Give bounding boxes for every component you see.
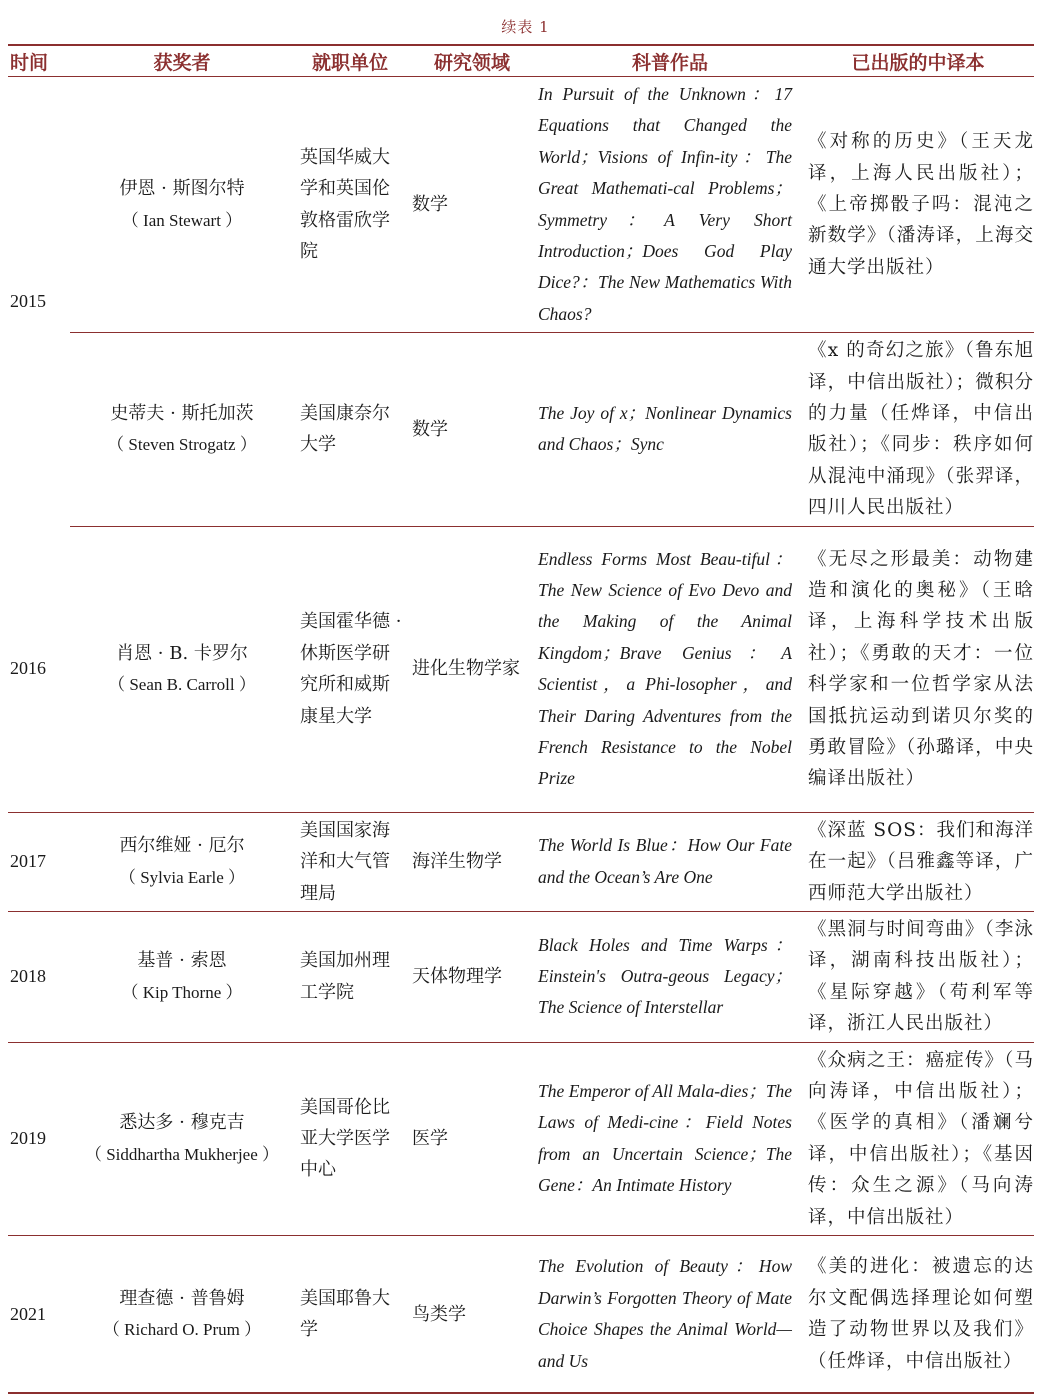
header-time: 时间 [8, 45, 70, 77]
translations-cell: 《美的进化：被遗忘的达尔文配偶选择理论如何塑造了动物世界以及我们》（任烨译，中信出版社） [802, 1235, 1034, 1393]
laureate-cell [70, 1235, 294, 1393]
laureate-name-cn: 理查德 · 普鲁姆 [119, 1287, 245, 1309]
institution-text: 美国加州理工学院 [300, 950, 390, 1003]
year-cell: 2017 [8, 812, 70, 911]
translations-cell: 《黑洞与时间弯曲》（李泳译，湖南科技出版社）；《星际穿越》（苟利军等译，浙江人民出版社） [802, 911, 1034, 1042]
works-cell: The Joy of x；Nonlinear Dynamics and Chaos；Sync [538, 333, 802, 526]
translations-cell: 《众病之王：癌症传》（马向涛译，中信出版社）；《医学的真相》（潘斓兮译，中信出版社）；《基因传：众生之源》（马向涛译，中信出版社） [802, 1042, 1034, 1235]
institution-text: 美国国家海洋和大气管理局 [300, 819, 390, 904]
laureate-cell [70, 526, 294, 812]
institution-text: 美国康奈尔大学 [300, 403, 390, 456]
field-text: 天体物理学 [412, 966, 502, 988]
field-text: 数学 [412, 193, 448, 215]
works-cell: The Emperor of All Mala-dies；The Laws of Medi-cine：Field Notes from an Uncertain Science；The Gene：An Intimate History [538, 1042, 802, 1235]
laureate-name-cn: 伊恩 · 斯图尔特 [119, 178, 245, 200]
laureate-cell [70, 77, 294, 333]
institution-cell [294, 333, 406, 526]
header-field: 研究领域 [406, 45, 538, 77]
institution-text: 美国哥伦比亚大学医学中心 [300, 1096, 390, 1181]
institution-cell [294, 812, 406, 911]
year-cell: 2015 [10, 290, 46, 311]
table-row [8, 1042, 1034, 1235]
field-text: 鸟类学 [412, 1303, 466, 1325]
works-cell: Black Holes and Time Warps：Einstein's Outra-geous Legacy；The Science of Interstellar [538, 911, 802, 1042]
institution-cell [294, 77, 406, 333]
works-cell: Endless Forms Most Beau-tiful：The New Science of Evo Devo and the Making of the Animal Kingdom；Brave Genius：A Scientist，a Phi-losopher，and Their Daring Adventures from the French Resistance to the Nobel Prize [538, 526, 802, 812]
field-text: 数学 [412, 418, 448, 440]
translations-cell: 《对称的历史》（王天龙译，上海人民出版社）；《上帝掷骰子吗：混沌之新数学》（潘涛译，上海交通大学出版社） [802, 77, 1034, 333]
institution-text: 美国耶鲁大学 [300, 1287, 390, 1341]
works-cell: The World Is Blue：How Our Fate and the Ocean’s Are One [538, 812, 802, 911]
year-cell: 2019 [8, 1042, 70, 1235]
field-text: 医学 [412, 1128, 448, 1150]
laureate-name-en: （ Sean B. Carroll ） [108, 675, 256, 695]
field-cell [406, 812, 538, 911]
table-row [8, 333, 1034, 526]
laureate-name-en: （ Richard O. Prum ） [102, 1320, 262, 1340]
laureate-name-cn: 悉达多 · 穆克吉 [119, 1112, 245, 1134]
laureate-cell [70, 333, 294, 526]
field-cell [406, 526, 538, 812]
field-cell [406, 333, 538, 526]
laureate-name-cn: 西尔维娅 · 厄尔 [119, 835, 245, 857]
laureate-name-en: （ Steven Strogatz ） [107, 435, 257, 455]
works-cell: In Pursuit of the Unknown：17 Equations that Changed the World；Visions of Infin-ity：The Great Mathemati-cal Problems；Symmetry：A Very Short Introduction；Does God Play Dice?：The New Mathematics With Chaos? [538, 77, 802, 333]
field-text: 进化生物学家 [412, 658, 520, 680]
laureate-name-cn: 史蒂夫 · 斯托加茨 [110, 403, 254, 425]
laureate-name-en: （ Kip Thorne ） [121, 982, 243, 1002]
year-cell: 2018 [8, 911, 70, 1042]
laureates-table [8, 44, 1034, 1394]
table-row [8, 911, 1034, 1042]
works-cell: The Evolution of Beauty：How Darwin’s Forgotten Theory of Mate Choice Shapes the Animal World—and Us [538, 1235, 802, 1393]
year-cell: 2021 [8, 1235, 70, 1393]
institution-text: 英国华威大学和英国伦敦格雷欣学院 [300, 146, 390, 263]
institution-text: 美国霍华德 · 休斯医学研究所和威斯康星大学 [300, 611, 402, 727]
field-cell [406, 1042, 538, 1235]
year-cell: 2016 [8, 526, 70, 812]
laureate-name-cn: 基普 · 索恩 [137, 950, 227, 972]
field-cell [406, 77, 538, 333]
table-caption: 续表 1 [501, 18, 550, 36]
field-cell [406, 1235, 538, 1393]
field-cell [406, 911, 538, 1042]
laureate-name-cn: 肖恩 · B. 卡罗尔 [116, 642, 248, 664]
laureate-name-en: （ Sylvia Earle ） [118, 867, 246, 887]
laureate-cell [70, 1042, 294, 1235]
header-laureate: 获奖者 [70, 45, 294, 77]
table-row [8, 812, 1034, 911]
header-works: 科普作品 [538, 45, 802, 77]
header-translations: 已出版的中译本 [802, 45, 1034, 77]
translations-cell: 《x 的奇幻之旅》（鲁东旭译，中信出版社）；微积分的力量（任烨译，中信出版社）；《同步：秩序如何从混沌中涌现》（张羿译，四川人民出版社） [802, 333, 1034, 526]
table-row [8, 1235, 1034, 1393]
table-row [8, 526, 1034, 812]
translations-cell: 《无尽之形最美：动物建造和演化的奥秘》（王晗译，上海科学技术出版社）；《勇敢的天才：一位科学家和一位哲学家从法国抵抗运动到诺贝尔奖的勇敢冒险》（孙璐译，中央编译出版社） [802, 526, 1034, 812]
institution-cell [294, 911, 406, 1042]
institution-cell [294, 1235, 406, 1393]
table-header-row [8, 45, 1034, 77]
table-row [8, 77, 1034, 333]
laureate-cell [70, 911, 294, 1042]
institution-cell [294, 1042, 406, 1235]
laureate-name-en: （ Siddhartha Mukherjee ） [84, 1144, 280, 1164]
laureate-name-en: （ Ian Stewart ） [121, 210, 243, 230]
translations-cell: 《深蓝 SOS：我们和海洋在一起》（吕雅鑫等译，广西师范大学出版社） [802, 812, 1034, 911]
laureate-cell [70, 812, 294, 911]
institution-cell [294, 526, 406, 812]
header-institution: 就职单位 [294, 45, 406, 77]
field-text: 海洋生物学 [412, 851, 502, 873]
